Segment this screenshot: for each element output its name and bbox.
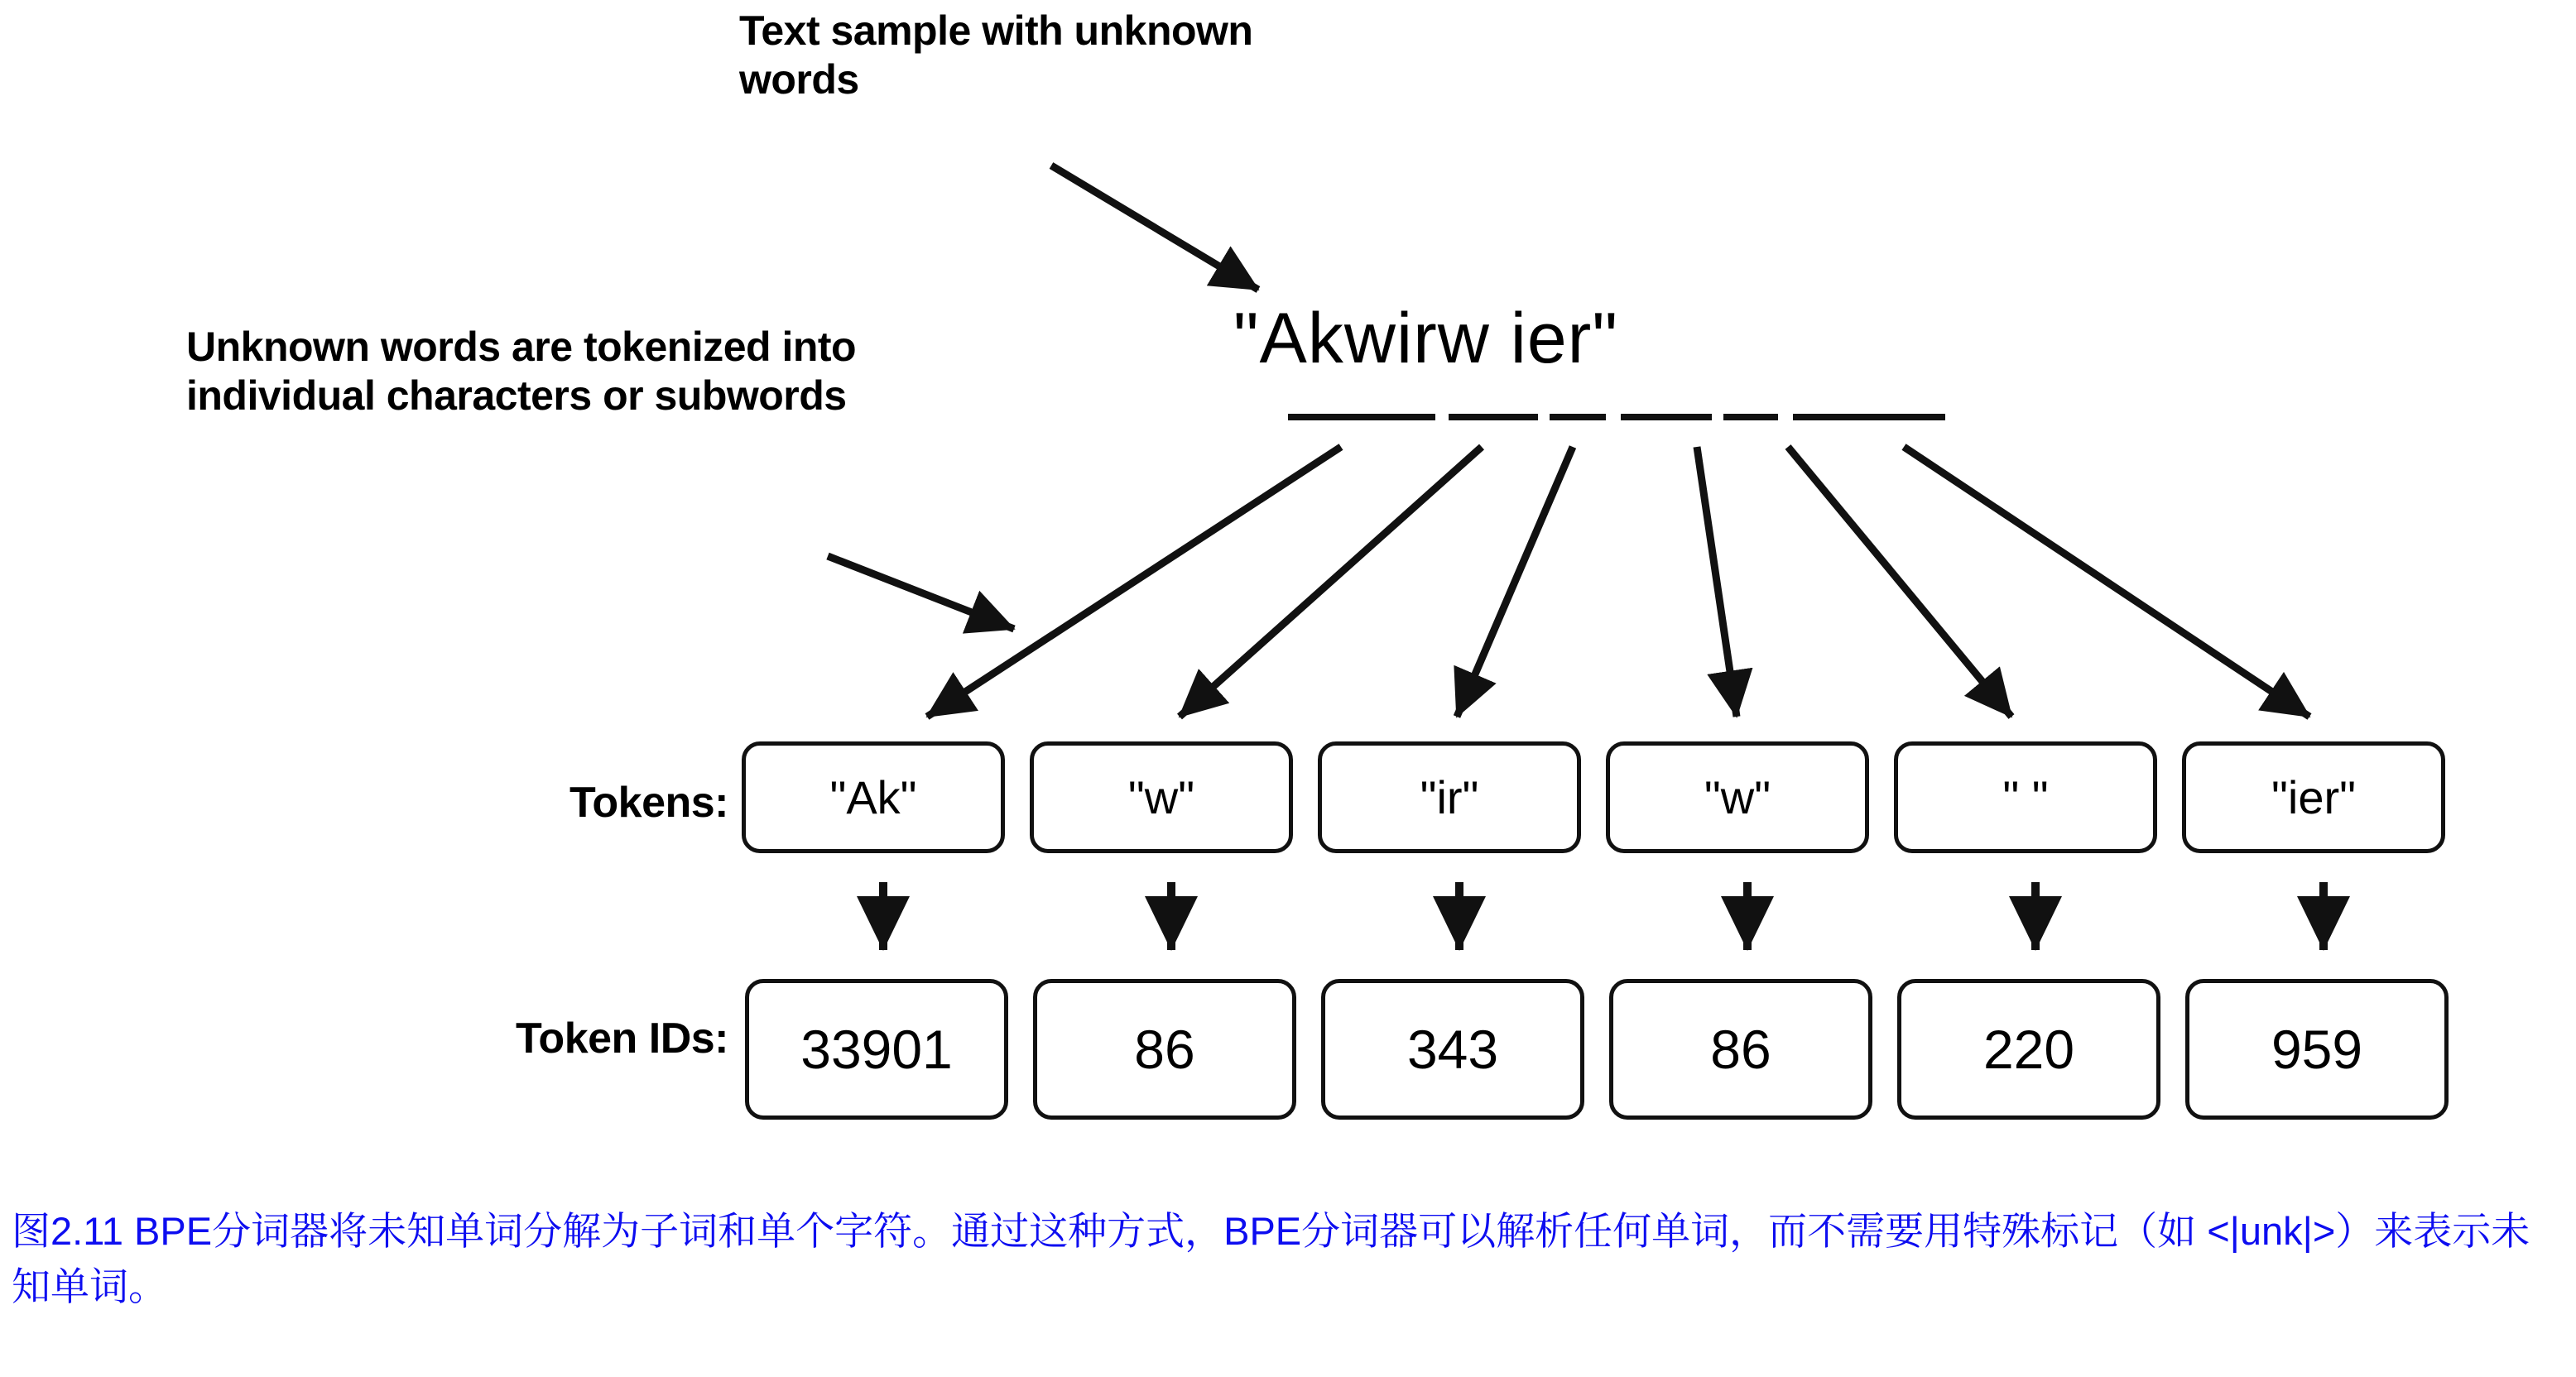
token-id-box: 220	[1897, 979, 2160, 1120]
token-box: "ir"	[1318, 741, 1581, 853]
figure-caption: 图2.11 BPE分词器将未知单词分解为子词和单个字符。通过这种方式，BPE分词器可以解析任何单词，而不需要用特殊标记（如 <|unk|>）来表示未知单词。	[12, 1209, 2530, 1308]
annotation-unknown-words: Unknown words are tokenized into individual characters or subwords	[186, 324, 857, 419]
tokens-row-label: Tokens:	[569, 779, 728, 827]
arrows-tokens-to-ids	[883, 882, 2324, 950]
token-id-box: 86	[1033, 979, 1296, 1120]
token-box: "ier"	[2182, 741, 2445, 853]
token-ids-row-label: Token IDs:	[516, 1015, 728, 1063]
token-box: "Ak"	[742, 741, 1005, 853]
sample-text: "Akwirw ier"	[1233, 299, 1618, 378]
token-id-box: 959	[2185, 979, 2449, 1120]
token-id-box: 86	[1609, 979, 1872, 1120]
token-id-box: 343	[1321, 979, 1584, 1120]
token-box: "w"	[1030, 741, 1293, 853]
token-id-box: 33901	[745, 979, 1008, 1120]
arrows-sample-to-tokens	[927, 447, 2309, 717]
token-box: " "	[1894, 741, 2157, 853]
token-box: "w"	[1606, 741, 1869, 853]
arrow-top-annotation	[1051, 166, 1258, 290]
arrow-left-annotation	[828, 556, 1014, 629]
annotation-text-sample: Text sample with unknown words	[739, 7, 1253, 103]
